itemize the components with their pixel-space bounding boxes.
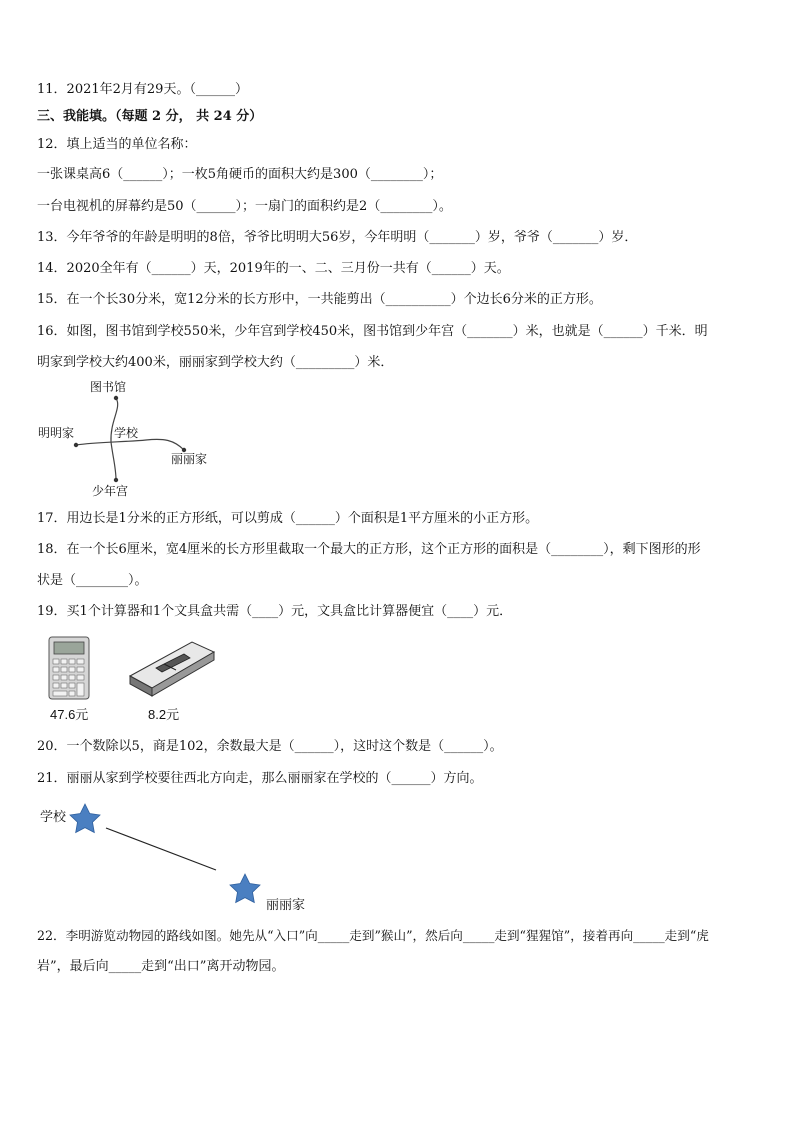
q16-line-b: 明家到学校大约400米，丽丽家到学校大约（_________）米． bbox=[37, 355, 394, 370]
q12: 12．填上适当的单位名称： bbox=[37, 137, 197, 152]
q21: 21．丽丽从家到学校要往西北方向走，那么丽丽家在学校的（______）方向。 bbox=[37, 771, 483, 786]
q16-map bbox=[36, 376, 226, 500]
q22-line-b: 岩”，最后向_____走到“出口”离开动物园。 bbox=[37, 959, 285, 974]
q21-lili-home-label: 丽丽家 bbox=[266, 897, 306, 912]
q22-line-a: 22．李明游览动物园的路线如图。她先从“入口”向_____走到”猴山”，然后向_____走到“猩猩馆”，接着再向_____走到“虎 bbox=[37, 928, 709, 943]
q13: 13．今年爷爷的年龄是明明的8倍，爷爷比明明大56岁，今年明明（_______）岁，爷爷（_______）岁． bbox=[37, 230, 638, 245]
q21-school-label: 学校 bbox=[40, 809, 67, 824]
pencil-case-icon bbox=[130, 642, 214, 696]
q20: 20．一个数除以5，商是102，余数最大是（______），这时这个数是（______）。 bbox=[37, 739, 503, 754]
map-library-label: 图书馆 bbox=[90, 380, 127, 394]
section-3-heading: 三、我能填。（每题 2 分， 共 24 分） bbox=[37, 109, 263, 124]
map-palace-label: 少年宫 bbox=[92, 484, 129, 498]
q17: 17．用边长是1分米的正方形纸，可以剪成（______）个面积是1平方厘米的小正方形。 bbox=[37, 511, 539, 526]
calculator-icon bbox=[49, 637, 89, 699]
calculator-and-pencil-case bbox=[44, 634, 224, 704]
map-lili-label: 丽丽家 bbox=[171, 452, 208, 466]
q18-line-a: 18．在一个长6厘米，宽4厘米的长方形里截取一个最大的正方形，这个正方形的面积是（________），剩下图形的形 bbox=[37, 542, 701, 557]
q15: 15．在一个长30分米，宽12分米的长方形中，一共能剪出（__________）个边长6分米的正方形。 bbox=[37, 292, 602, 307]
q11: 11．2021年2月有29天。（______） bbox=[37, 82, 248, 97]
q12-line-a: 一张课桌高6（______）；一枚5角硬币的面积大约是300（________）； bbox=[37, 167, 443, 182]
calculator-price: 47.6元 bbox=[50, 707, 89, 722]
q21-figure bbox=[36, 800, 336, 912]
q19-figure bbox=[44, 634, 224, 724]
q12-line-b: 一台电视机的屏幕约是50（______）；一扇门的面积约是2（________）。 bbox=[37, 199, 452, 214]
q19: 19．买1个计算器和1个文具盒共需（____）元，文具盒比计算器便宜（____）元． bbox=[37, 604, 513, 619]
q18-line-b: 状是（________）。 bbox=[37, 573, 148, 588]
lili-home-star-icon bbox=[230, 874, 260, 903]
q14: 14．2020全年有（______）天，2019年的一、二、三月份一共有（______）天。 bbox=[37, 261, 510, 276]
map-school-label: 学校 bbox=[114, 426, 139, 440]
q16-line-a: 16．如图，图书馆到学校550米，少年宫到学校450米，图书馆到少年宫（_______）米，也就是（______）千米．明 bbox=[37, 324, 708, 339]
pencil-case-price: 8.2元 bbox=[148, 707, 180, 722]
school-star-icon bbox=[70, 804, 100, 833]
map-mingming-label: 明明家 bbox=[38, 426, 75, 440]
